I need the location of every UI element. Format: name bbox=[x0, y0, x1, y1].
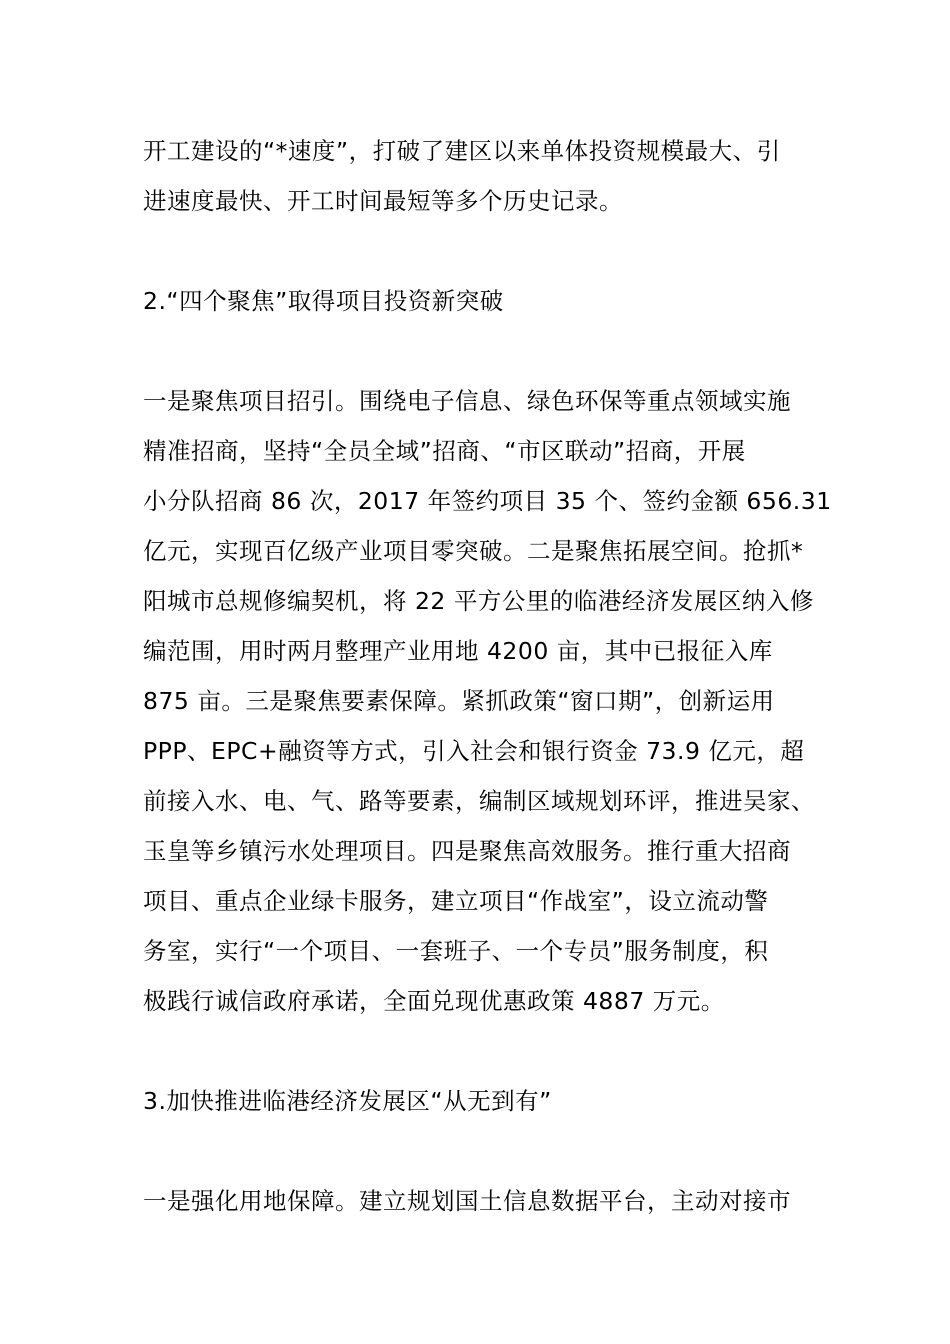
paragraph-3 bbox=[143, 1176, 811, 1226]
text-line: 前接入水、电、气、路等要素，编制区域规划环评，推进吴家、 bbox=[143, 787, 815, 815]
text-line: 亿元，实现百亿级产业项目零突破。二是聚焦拓展空间。抢抓* bbox=[143, 537, 804, 565]
section-heading-2: 2.“四个聚焦”取得项目投资新突破 bbox=[143, 287, 504, 315]
text-line: 阳城市总规修编契机，将 22 平方公里的临港经济发展区纳入修 bbox=[143, 587, 814, 615]
text-line: 务室，实行“一个项目、一套班子、一个专员”服务制度，积 bbox=[143, 937, 769, 965]
text-line: 875 亩。三是聚焦要素保障。紧抓政策“窗口期”，创新运用 bbox=[143, 687, 775, 715]
text-line: 玉皇等乡镇污水处理项目。四是聚焦高效服务。推行重大招商 bbox=[143, 837, 791, 865]
text-line: 一是强化用地保障。建立规划国土信息数据平台，主动对接市 bbox=[143, 1187, 791, 1215]
section-heading-3: 3.加快推进临港经济发展区“从无到有” bbox=[143, 1087, 552, 1115]
text-line: PPP、EPC+融资等方式，引入社会和银行资金 73.9 亿元，超 bbox=[143, 737, 805, 765]
text-line: 进速度最快、开工时间最短等多个历史记录。 bbox=[143, 187, 623, 215]
paragraph-1 bbox=[143, 126, 811, 226]
text-line: 极践行诚信政府承诺，全面兑现优惠政策 4887 万元。 bbox=[143, 987, 725, 1015]
text-line: 精准招商，坚持“全员全域”招商、“市区联动”招商，开展 bbox=[143, 437, 746, 465]
text-line: 开工建设的“*速度”，打破了建区以来单体投资规模最大、引 bbox=[143, 137, 781, 165]
document-page bbox=[143, 126, 832, 1226]
text-line: 一是聚焦项目招引。围绕电子信息、绿色环保等重点领域实施 bbox=[143, 387, 791, 415]
text-line: 编范围，用时两月整理产业用地 4200 亩，其中已报征入库 bbox=[143, 637, 773, 665]
paragraph-2 bbox=[143, 376, 832, 1026]
text-line: 项目、重点企业绿卡服务，建立项目“作战室”，设立流动警 bbox=[143, 887, 769, 915]
text-line: 小分队招商 86 次，2017 年签约项目 35 个、签约金额 656.31 bbox=[143, 487, 832, 515]
